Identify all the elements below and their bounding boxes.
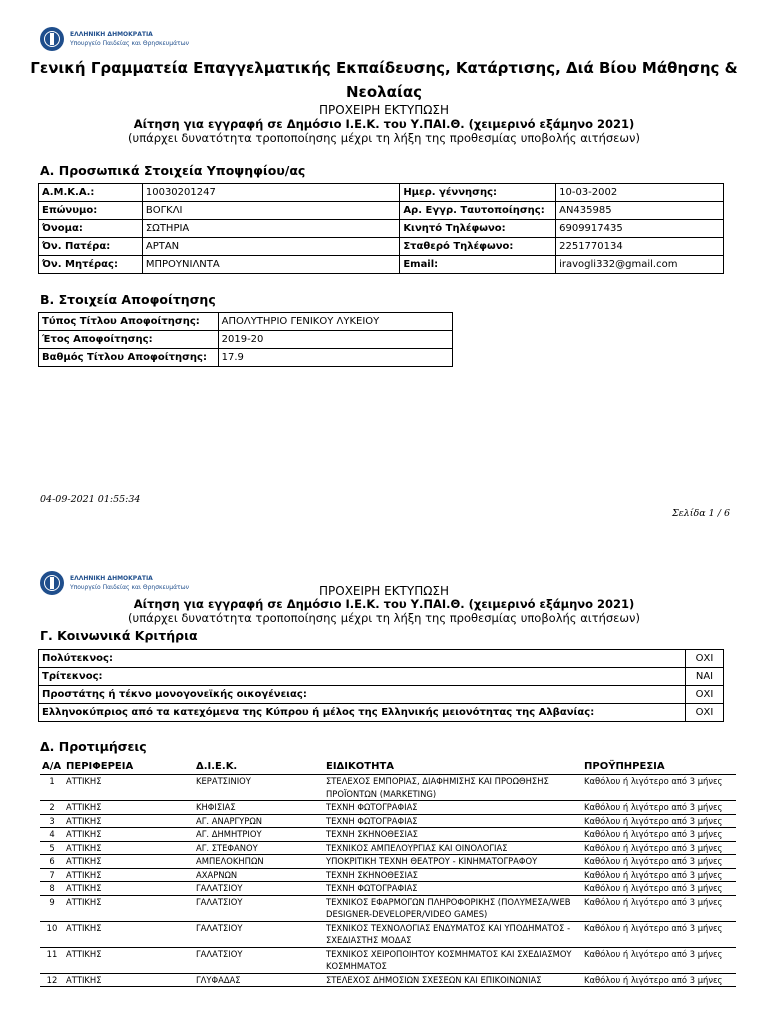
draft-label: ΠΡΟΧΕΙΡΗ ΕΚΤΥΠΩΣΗ	[318, 103, 450, 117]
table-row	[40, 895, 736, 921]
preferences-table	[40, 759, 736, 987]
field-label: Βαθμός Τίτλου Αποφοίτησης:	[39, 349, 219, 367]
diek-cell: ΑΓ. ΑΝΑΡΓΥΡΩΝ	[194, 814, 324, 828]
specialty-cell: ΣΤΕΛΕΧΟΣ ΔΗΜΟΣΙΩΝ ΣΧΕΣΕΩΝ ΚΑΙ ΕΠΙΚΟΙΝΩΝΙΑΣ	[324, 973, 582, 987]
criterion-label: Προστάτης ή τέκνο μονογονεϊκής οικογένειας:	[39, 686, 686, 704]
table-row	[39, 668, 724, 686]
table-row	[39, 349, 453, 367]
main-title-line-1: Γενική Γραμματεία Επαγγελματικής Εκπαίδευσης, Κατάρτισης, Διά Βίου Μάθησης &	[30, 59, 738, 77]
table-row	[40, 828, 736, 842]
specialty-cell: ΤΕΧΝΙΚΟΣ ΤΕΧΝΟΛΟΓΙΑΣ ΕΝΔΥΜΑΤΟΣ ΚΑΙ ΥΠΟΔΗΜΑΤΟΣ - ΣΧΕΔΙΑΣΤΗΣ ΜΟΔΑΣ	[324, 921, 582, 947]
region-cell: ΑΤΤΙΚΗΣ	[64, 775, 194, 801]
table-row	[39, 202, 724, 220]
experience-cell: Καθόλου ή λιγότερο από 3 μήνες	[582, 947, 736, 973]
field-label: Όν. Μητέρας:	[39, 256, 143, 274]
table-row	[40, 841, 736, 855]
experience-cell: Καθόλου ή λιγότερο από 3 μήνες	[582, 921, 736, 947]
specialty-cell: ΤΕΧΝΙΚΟΣ ΑΜΠΕΛΟΥΡΓΙΑΣ ΚΑΙ ΟΙΝΟΛΟΓΙΑΣ	[324, 841, 582, 855]
criterion-value: ΟΧΙ	[686, 686, 724, 704]
column-header: Δ.Ι.Ε.Κ.	[194, 759, 324, 775]
field-label: Email:	[400, 256, 556, 274]
table-row	[39, 650, 724, 668]
field-label: Τύπος Τίτλου Αποφοίτησης:	[39, 313, 219, 331]
region-cell: ΑΤΤΙΚΗΣ	[64, 895, 194, 921]
field-label: Έτος Αποφοίτησης:	[39, 331, 219, 349]
section-d-heading: Δ. Προτιμήσεις	[40, 739, 147, 754]
table-row	[40, 882, 736, 896]
row-number: 12	[40, 973, 64, 987]
page-number: Σελίδα 1 / 6	[671, 508, 730, 519]
region-cell: ΑΤΤΙΚΗΣ	[64, 814, 194, 828]
specialty-cell: ΤΕΧΝΗ ΦΩΤΟΓΡΑΦΙΑΣ	[324, 801, 582, 815]
region-cell: ΑΤΤΙΚΗΣ	[64, 973, 194, 987]
diek-cell: ΓΑΛΑΤΣΙΟΥ	[194, 921, 324, 947]
row-number: 8	[40, 882, 64, 896]
section-a-heading: Α. Προσωπικά Στοιχεία Υποψηφίου/ας	[40, 163, 306, 178]
criterion-label: Πολύτεκνος:	[39, 650, 686, 668]
table-row	[40, 775, 736, 801]
field-label: Όν. Πατέρα:	[39, 238, 143, 256]
specialty-cell: ΤΕΧΝΗ ΦΩΤΟΓΡΑΦΙΑΣ	[324, 814, 582, 828]
diek-cell: ΓΑΛΑΤΣΙΟΥ	[194, 882, 324, 896]
personal-info-table	[38, 183, 724, 274]
table-row	[39, 331, 453, 349]
modification-note-page-2: (υπάρχει δυνατότητα τροποποίησης μέχρι τη λήξη της προθεσμίας υποβολής αιτήσεων)	[128, 611, 640, 625]
field-label: Όνομα:	[39, 220, 143, 238]
main-title-line-2: Νεολαίας	[345, 83, 423, 101]
table-header-row	[40, 759, 736, 775]
specialty-cell: ΤΕΧΝΙΚΟΣ ΧΕΙΡΟΠΟΙΗΤΟΥ ΚΟΣΜΗΜΑΤΟΣ ΚΑΙ ΣΧΕΔΙΑΣΜΟΥ ΚΟΣΜΗΜΑΤΟΣ	[324, 947, 582, 973]
column-header: ΠΕΡΙΦΕΡΕΙΑ	[64, 759, 194, 775]
diek-cell: ΚΕΡΑΤΣΙΝΙΟΥ	[194, 775, 324, 801]
diek-cell: ΓΑΛΑΤΣΙΟΥ	[194, 895, 324, 921]
table-row	[39, 238, 724, 256]
table-row	[40, 801, 736, 815]
region-cell: ΑΤΤΙΚΗΣ	[64, 855, 194, 869]
experience-cell: Καθόλου ή λιγότερο από 3 μήνες	[582, 814, 736, 828]
specialty-cell: ΤΕΧΝΗ ΣΚΗΝΟΘΕΣΙΑΣ	[324, 828, 582, 842]
criterion-label: Ελληνοκύπριος από τα κατεχόμενα της Κύπρου ή μέλος της Ελληνικής μειονότητας της Αλβανίας:	[39, 704, 686, 722]
specialty-cell: ΤΕΧΝΗ ΦΩΤΟΓΡΑΦΙΑΣ	[324, 882, 582, 896]
diek-cell: ΓΛΥΦΑΔΑΣ	[194, 973, 324, 987]
application-subtitle: Αίτηση για εγγραφή σε Δημόσιο Ι.Ε.Κ. του Υ.ΠΑΙ.Θ. (χειμερινό εξάμηνο 2021)	[133, 117, 635, 131]
diek-cell: ΚΗΦΙΣΙΑΣ	[194, 801, 324, 815]
row-number: 7	[40, 868, 64, 882]
field-value: ΑΝ435985	[556, 202, 724, 220]
criterion-value: ΝΑΙ	[686, 668, 724, 686]
emblem-icon	[40, 27, 64, 51]
print-timestamp: 04-09-2021 01:55:34	[40, 494, 141, 505]
experience-cell: Καθόλου ή λιγότερο από 3 μήνες	[582, 841, 736, 855]
field-value: ΑΡΤΑΝ	[142, 238, 399, 256]
logo-line-2: Υπουργείο Παιδείας και Θρησκευμάτων	[70, 40, 190, 47]
table-row	[39, 704, 724, 722]
experience-cell: Καθόλου ή λιγότερο από 3 μήνες	[582, 828, 736, 842]
region-cell: ΑΤΤΙΚΗΣ	[64, 947, 194, 973]
region-cell: ΑΤΤΙΚΗΣ	[64, 921, 194, 947]
modification-note: (υπάρχει δυνατότητα τροποποίησης μέχρι τη λήξη της προθεσμίας υποβολής αιτήσεων)	[128, 131, 640, 145]
field-value: 10-03-2002	[556, 184, 724, 202]
specialty-cell: ΤΕΧΝΙΚΟΣ ΕΦΑΡΜΟΓΩΝ ΠΛΗΡΟΦΟΡΙΚΗΣ (ΠΟΛΥΜΕΣΑ/WEB DESIGNER-DEVELOPER/VIDEO GAMES)	[324, 895, 582, 921]
row-number: 6	[40, 855, 64, 869]
field-value: 2019-20	[218, 331, 452, 349]
column-header: ΕΙΔΙΚΟΤΗΤΑ	[324, 759, 582, 775]
column-header: Α/Α	[40, 759, 64, 775]
table-row	[40, 947, 736, 973]
field-value: ΒΟΓΚΛΙ	[142, 202, 399, 220]
field-label: Αρ. Εγγρ. Ταυτοποίησης:	[400, 202, 556, 220]
region-cell: ΑΤΤΙΚΗΣ	[64, 841, 194, 855]
table-row	[39, 184, 724, 202]
table-row	[39, 686, 724, 704]
experience-cell: Καθόλου ή λιγότερο από 3 μήνες	[582, 855, 736, 869]
criterion-value: ΟΧΙ	[686, 704, 724, 722]
specialty-cell: ΣΤΕΛΕΧΟΣ ΕΜΠΟΡΙΑΣ, ΔΙΑΦΗΜΙΣΗΣ ΚΑΙ ΠΡΟΩΘΗΣΗΣ ΠΡΟΪΟΝΤΩΝ (MARKETING)	[324, 775, 582, 801]
diek-cell: ΑΜΠΕΛΟΚΗΠΩΝ	[194, 855, 324, 869]
table-row	[40, 921, 736, 947]
field-value: 10030201247	[142, 184, 399, 202]
logo-line-1: ΕΛΛΗΝΙΚΗ ΔΗΜΟΚΡΑΤΙΑ	[70, 575, 153, 582]
table-row	[39, 313, 453, 331]
specialty-cell: ΤΕΧΝΗ ΣΚΗΝΟΘΕΣΙΑΣ	[324, 868, 582, 882]
row-number: 4	[40, 828, 64, 842]
experience-cell: Καθόλου ή λιγότερο από 3 μήνες	[582, 882, 736, 896]
specialty-cell: ΥΠΟΚΡΙΤΙΚΗ ΤΕΧΝΗ ΘΕΑΤΡΟΥ - ΚΙΝΗΜΑΤΟΓΡΑΦΟΥ	[324, 855, 582, 869]
diek-cell: ΓΑΛΑΤΣΙΟΥ	[194, 947, 324, 973]
graduation-table	[38, 312, 453, 367]
row-number: 2	[40, 801, 64, 815]
experience-cell: Καθόλου ή λιγότερο από 3 μήνες	[582, 973, 736, 987]
table-row	[39, 256, 724, 274]
row-number: 3	[40, 814, 64, 828]
field-value: 6909917435	[556, 220, 724, 238]
logo-line-2: Υπουργείο Παιδείας και Θρησκευμάτων	[70, 584, 190, 591]
ministry-logo	[40, 27, 189, 51]
field-value: ΣΩΤΗΡΙΑ	[142, 220, 399, 238]
draft-label-page-2: ΠΡΟΧΕΙΡΗ ΕΚΤΥΠΩΣΗ	[318, 584, 450, 598]
field-value: ΑΠΟΛΥΤΗΡΙΟ ΓΕΝΙΚΟΥ ΛΥΚΕΙΟΥ	[218, 313, 452, 331]
diek-cell: ΑΓ. ΣΤΕΦΑΝΟΥ	[194, 841, 324, 855]
main-title	[0, 56, 768, 104]
field-label: Σταθερό Τηλέφωνο:	[400, 238, 556, 256]
field-value: ΜΠΡΟΥΝΙΛΝΤΑ	[142, 256, 399, 274]
diek-cell: ΑΓ. ΔΗΜΗΤΡΙΟΥ	[194, 828, 324, 842]
field-value: iravogli332@gmail.com	[556, 256, 724, 274]
row-number: 1	[40, 775, 64, 801]
section-b-heading: Β. Στοιχεία Αποφοίτησης	[40, 292, 216, 307]
table-row	[40, 868, 736, 882]
experience-cell: Καθόλου ή λιγότερο από 3 μήνες	[582, 775, 736, 801]
row-number: 10	[40, 921, 64, 947]
field-label: Ημερ. γέννησης:	[400, 184, 556, 202]
experience-cell: Καθόλου ή λιγότερο από 3 μήνες	[582, 868, 736, 882]
diek-cell: ΑΧΑΡΝΩΝ	[194, 868, 324, 882]
field-value: 17.9	[218, 349, 452, 367]
region-cell: ΑΤΤΙΚΗΣ	[64, 882, 194, 896]
field-label: Επώνυμο:	[39, 202, 143, 220]
table-row	[40, 855, 736, 869]
region-cell: ΑΤΤΙΚΗΣ	[64, 868, 194, 882]
row-number: 11	[40, 947, 64, 973]
logo-line-1: ΕΛΛΗΝΙΚΗ ΔΗΜΟΚΡΑΤΙΑ	[70, 31, 153, 38]
experience-cell: Καθόλου ή λιγότερο από 3 μήνες	[582, 801, 736, 815]
region-cell: ΑΤΤΙΚΗΣ	[64, 828, 194, 842]
table-row	[39, 220, 724, 238]
table-row	[40, 973, 736, 987]
criterion-label: Τρίτεκνος:	[39, 668, 686, 686]
field-label: Α.Μ.Κ.Α.:	[39, 184, 143, 202]
social-criteria-table	[38, 649, 724, 722]
field-label: Κινητό Τηλέφωνο:	[400, 220, 556, 238]
column-header: ΠΡΟΫΠΗΡΕΣΙΑ	[582, 759, 736, 775]
row-number: 9	[40, 895, 64, 921]
section-c-heading: Γ. Κοινωνικά Κριτήρια	[40, 628, 198, 643]
experience-cell: Καθόλου ή λιγότερο από 3 μήνες	[582, 895, 736, 921]
table-row	[40, 814, 736, 828]
row-number: 5	[40, 841, 64, 855]
criterion-value: ΟΧΙ	[686, 650, 724, 668]
field-value: 2251770134	[556, 238, 724, 256]
application-subtitle-page-2: Αίτηση για εγγραφή σε Δημόσιο Ι.Ε.Κ. του Υ.ΠΑΙ.Θ. (χειμερινό εξάμηνο 2021)	[133, 597, 635, 611]
region-cell: ΑΤΤΙΚΗΣ	[64, 801, 194, 815]
